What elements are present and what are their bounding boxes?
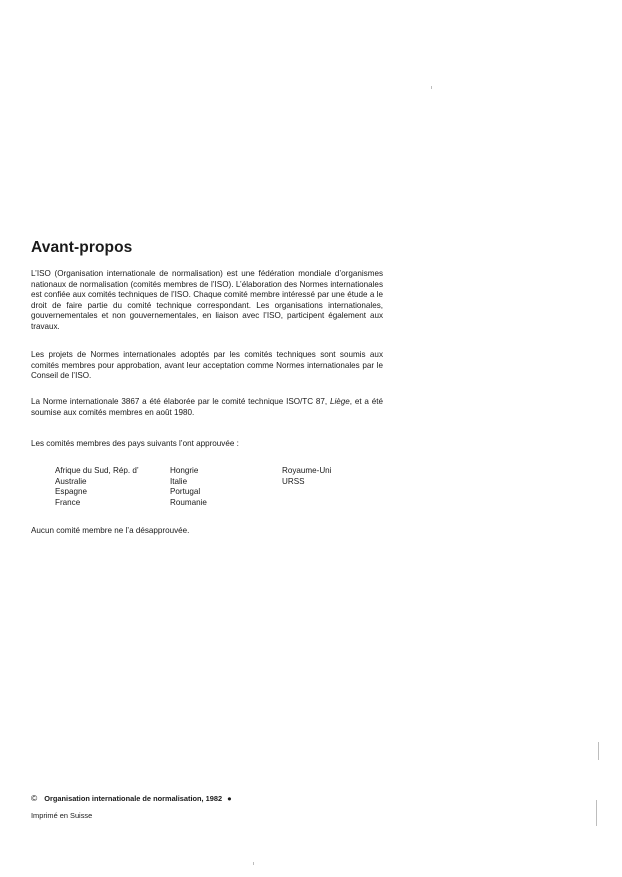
country-item: Portugal: [170, 487, 201, 497]
scan-artifact: [598, 742, 599, 760]
scan-artifact: [253, 862, 254, 865]
country-item: Hongrie: [170, 466, 199, 475]
paragraph-approving-members: Les comités membres des pays suivants l’ont approuvée :: [31, 439, 239, 448]
paragraph-standard-origin-text: La Norme internationale 3867 a été élaborée par le comité technique ISO/TC 87,: [31, 397, 330, 406]
scan-artifact: [431, 86, 432, 89]
copyright-line: [31, 793, 232, 803]
country-item: Australie: [55, 476, 87, 486]
country-item: Roumanie: [170, 497, 207, 507]
country-item: France: [55, 497, 81, 507]
country-item: Italie: [170, 476, 188, 486]
printed-in-note: Imprimé en Suisse: [31, 811, 93, 820]
country-column-1: [55, 466, 139, 508]
country-column-2: [170, 466, 207, 508]
country-column-3: [282, 466, 331, 487]
bullet-icon: ●: [227, 794, 232, 803]
scan-artifact: [596, 800, 597, 826]
country-item: Royaume-Uni: [282, 466, 332, 475]
country-item: URSS: [282, 476, 305, 486]
page-title: Avant-propos: [31, 239, 133, 256]
country-item: Afrique du Sud, Rép. d’: [55, 466, 139, 475]
paragraph-iso-intro: L’ISO (Organisation internationale de normalisation) est une fédération mondiale d’organismes nationaux de normalisation (comités membres de l’ISO). L’élaboration des Normes internationales est confiée aux comités techniques de l’ISO. Chaque comité membre intéressé par une étude a le droit de faire partie du comité technique correspondant. Les organisations internationales, gouvernementales et non gouvernementales, en liaison avec l’ISO, participent également aux travaux.: [31, 269, 383, 331]
country-item: Espagne: [55, 487, 87, 497]
paragraph-approval-process: Les projets de Normes internationales adoptés par les comités techniques sont soumis aux comités membres pour approbation, avant leur acceptation comme Normes internationales par le Conseil de l’ISO.: [31, 350, 383, 381]
committee-name: Liège: [329, 397, 350, 406]
country-list: [55, 466, 375, 512]
copyright-text: Organisation internationale de normalisation, 1982: [44, 794, 223, 803]
paragraph-disapprovals: Aucun comité membre ne l’a désapprouvée.: [31, 526, 190, 535]
paragraph-standard-origin-tail: , et a été soumise aux comités membres en août 1980.: [31, 397, 383, 417]
paragraph-standard-origin: [31, 397, 383, 418]
copyright-icon: ©: [31, 793, 38, 803]
